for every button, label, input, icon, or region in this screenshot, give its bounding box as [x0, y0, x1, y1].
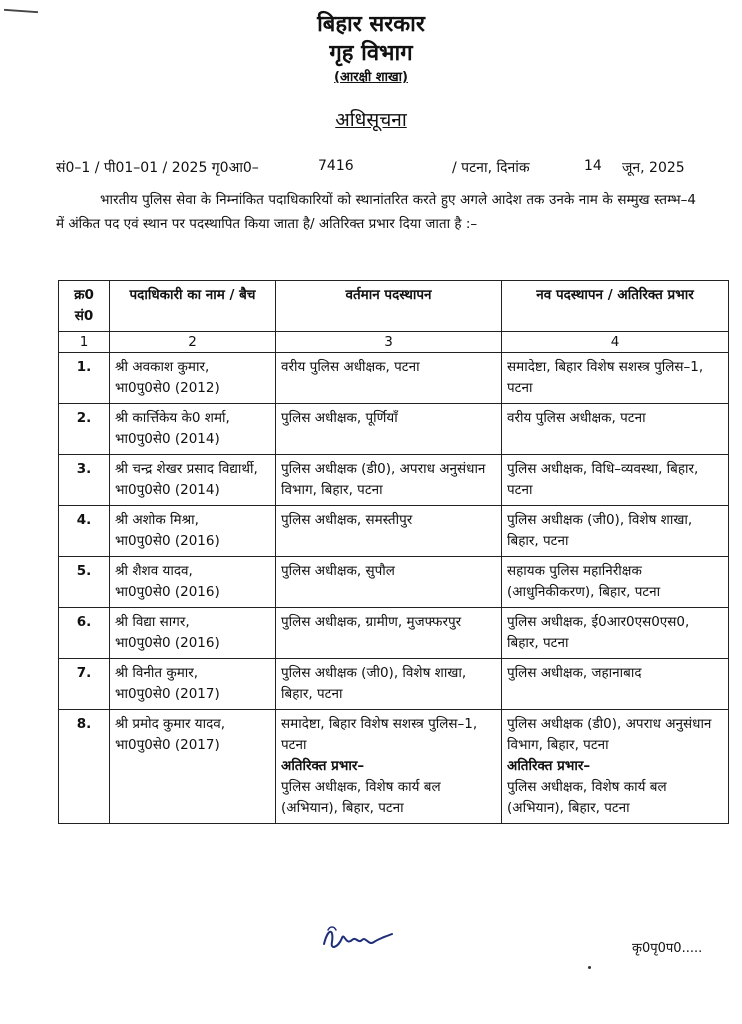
- serial-cell: 6.: [59, 608, 110, 659]
- officer-name: श्री प्रमोद कुमार यादव,: [115, 716, 226, 732]
- new-posting-cell: [502, 710, 729, 824]
- document-title: अधिसूचना: [335, 109, 407, 131]
- officer-cell: [110, 710, 276, 824]
- serial-cell: 4.: [59, 506, 110, 557]
- reference-line: [56, 158, 696, 180]
- officer-batch: भा0पु0से0 (2016): [115, 533, 220, 549]
- officer-batch: भा0पु0से0 (2016): [115, 635, 220, 651]
- additional-charge: पुलिस अधीक्षक, विशेष कार्य बल (अभियान), बिहार, पटना: [507, 779, 667, 816]
- serial-cell: 1.: [59, 353, 110, 404]
- current-posting-cell: पुलिस अधीक्षक, पूर्णियाँ: [276, 404, 502, 455]
- additional-charge-label: अतिरिक्त प्रभार–: [507, 758, 591, 774]
- officer-name: श्री चन्द्र शेखर प्रसाद विद्यार्थी,: [115, 461, 258, 477]
- current-posting-cell: पुलिस अधीक्षक (जी0), विशेष शाखा, बिहार, पटना: [276, 659, 502, 710]
- serial-cell: 5.: [59, 557, 110, 608]
- officer-name: श्री विद्या सागर,: [115, 614, 190, 630]
- new-posting-cell: सहायक पुलिस महानिरीक्षक (आधुनिकीकरण), बिहार, पटना: [502, 557, 729, 608]
- current-posting-cell: [276, 710, 502, 824]
- branch-name: (आरक्षी शाखा): [334, 70, 408, 85]
- new-posting: पुलिस अधीक्षक (डी0), अपराध अनुसंधान विभाग, बिहार, पटना: [507, 716, 712, 753]
- current-posting-cell: पुलिस अधीक्षक, समस्तीपुर: [276, 506, 502, 557]
- officer-name: श्री अवकाश कुमार,: [115, 359, 210, 375]
- officer-cell: [110, 659, 276, 710]
- officer-batch: भा0पु0से0 (2014): [115, 482, 220, 498]
- column-number-row: [59, 332, 729, 353]
- date-month-year: जून, 2025: [622, 160, 685, 176]
- officer-name: श्री विनीत कुमार,: [115, 665, 199, 681]
- new-posting-cell: पुलिस अधीक्षक (जी0), विशेष शाखा, बिहार, पटना: [502, 506, 729, 557]
- table-row: [59, 404, 729, 455]
- officer-cell: [110, 455, 276, 506]
- current-posting-cell: पुलिस अधीक्षक, ग्रामीण, मुजफ्फरपुर: [276, 608, 502, 659]
- header-officer-name: पदाधिकारी का नाम / बैच: [110, 281, 276, 332]
- new-posting-cell: पुलिस अधीक्षक, विधि–व्यवस्था, बिहार, पटना: [502, 455, 729, 506]
- postings-table: [58, 280, 729, 824]
- officer-cell: [110, 608, 276, 659]
- new-posting-cell: वरीय पुलिस अधीक्षक, पटना: [502, 404, 729, 455]
- additional-charge: पुलिस अधीक्षक, विशेष कार्य बल (अभियान), बिहार, पटना: [281, 779, 441, 816]
- header-current-posting: वर्तमान पदस्थापन: [276, 281, 502, 332]
- officer-batch: भा0पु0से0 (2017): [115, 686, 220, 702]
- order-paragraph: [56, 188, 696, 236]
- table-row: [59, 557, 729, 608]
- table-row: [59, 608, 729, 659]
- officer-cell: [110, 557, 276, 608]
- current-posting-cell: पुलिस अधीक्षक, सुपौल: [276, 557, 502, 608]
- date-day: 14: [584, 158, 602, 174]
- column-number: 4: [502, 332, 729, 353]
- new-posting-cell: समादेष्टा, बिहार विशेष सशस्त्र पुलिस–1, पटना: [502, 353, 729, 404]
- additional-charge-label: अतिरिक्त प्रभार–: [281, 758, 365, 774]
- table-header-row: [59, 281, 729, 332]
- serial-cell: 7.: [59, 659, 110, 710]
- memo-number: 7416: [318, 158, 354, 174]
- new-posting-cell: पुलिस अधीक्षक, जहानाबाद: [502, 659, 729, 710]
- serial-cell: 8.: [59, 710, 110, 824]
- table-row: [59, 710, 729, 824]
- new-posting-cell: पुलिस अधीक्षक, ई0आर0एस0एस0, बिहार, पटना: [502, 608, 729, 659]
- department-name: गृह विभाग: [329, 41, 413, 66]
- place-date-label: / पटना, दिनांक: [452, 160, 530, 176]
- signature-image: [318, 922, 398, 954]
- serial-cell: 2.: [59, 404, 110, 455]
- officer-batch: भा0पु0से0 (2012): [115, 380, 220, 396]
- officer-name: श्री कार्त्तिकेय के0 शर्मा,: [115, 410, 230, 426]
- continuation-note: कृ0पृ0प0.....: [632, 941, 703, 956]
- table-row: [59, 659, 729, 710]
- officer-batch: भा0पु0से0 (2014): [115, 431, 220, 447]
- header-new-posting: नव पदस्थापन / अतिरिक्त प्रभार: [502, 281, 729, 332]
- column-number: 3: [276, 332, 502, 353]
- officer-cell: [110, 506, 276, 557]
- officer-name: श्री अशोक मिश्रा,: [115, 512, 199, 528]
- ink-dot: [588, 966, 591, 969]
- letterhead: [0, 10, 742, 88]
- table-row: [59, 353, 729, 404]
- table-row: [59, 506, 729, 557]
- order-text: भारतीय पुलिस सेवा के निम्नांकित पदाधिकारियों को स्थानांतरित करते हुए अगले आदेश तक उनके नाम के सम्मुख स्तम्भ–4 में अंकित पद एवं स्थान पर पदस्थापित किया जाता है/ अतिरिक्त प्रभार दिया जाता है :–: [56, 192, 696, 232]
- officer-batch: भा0पु0से0 (2017): [115, 737, 220, 753]
- officer-name: श्री शैशव यादव,: [115, 563, 193, 579]
- column-number: 2: [110, 332, 276, 353]
- serial-cell: 3.: [59, 455, 110, 506]
- current-posting: समादेष्टा, बिहार विशेष सशस्त्र पुलिस–1, पटना: [281, 716, 478, 753]
- reference-number: सं0–1 / पी01–01 / 2025 गृ0आ0–: [56, 160, 259, 176]
- current-posting-cell: पुलिस अधीक्षक (डी0), अपराध अनुसंधान विभाग, बिहार, पटना: [276, 455, 502, 506]
- officer-cell: [110, 404, 276, 455]
- current-posting-cell: वरीय पुलिस अधीक्षक, पटना: [276, 353, 502, 404]
- officer-cell: [110, 353, 276, 404]
- officer-batch: भा0पु0से0 (2016): [115, 584, 220, 600]
- govt-name: बिहार सरकार: [317, 12, 425, 37]
- table-row: [59, 455, 729, 506]
- header-serial: क्र0 सं0: [59, 281, 110, 332]
- column-number: 1: [59, 332, 110, 353]
